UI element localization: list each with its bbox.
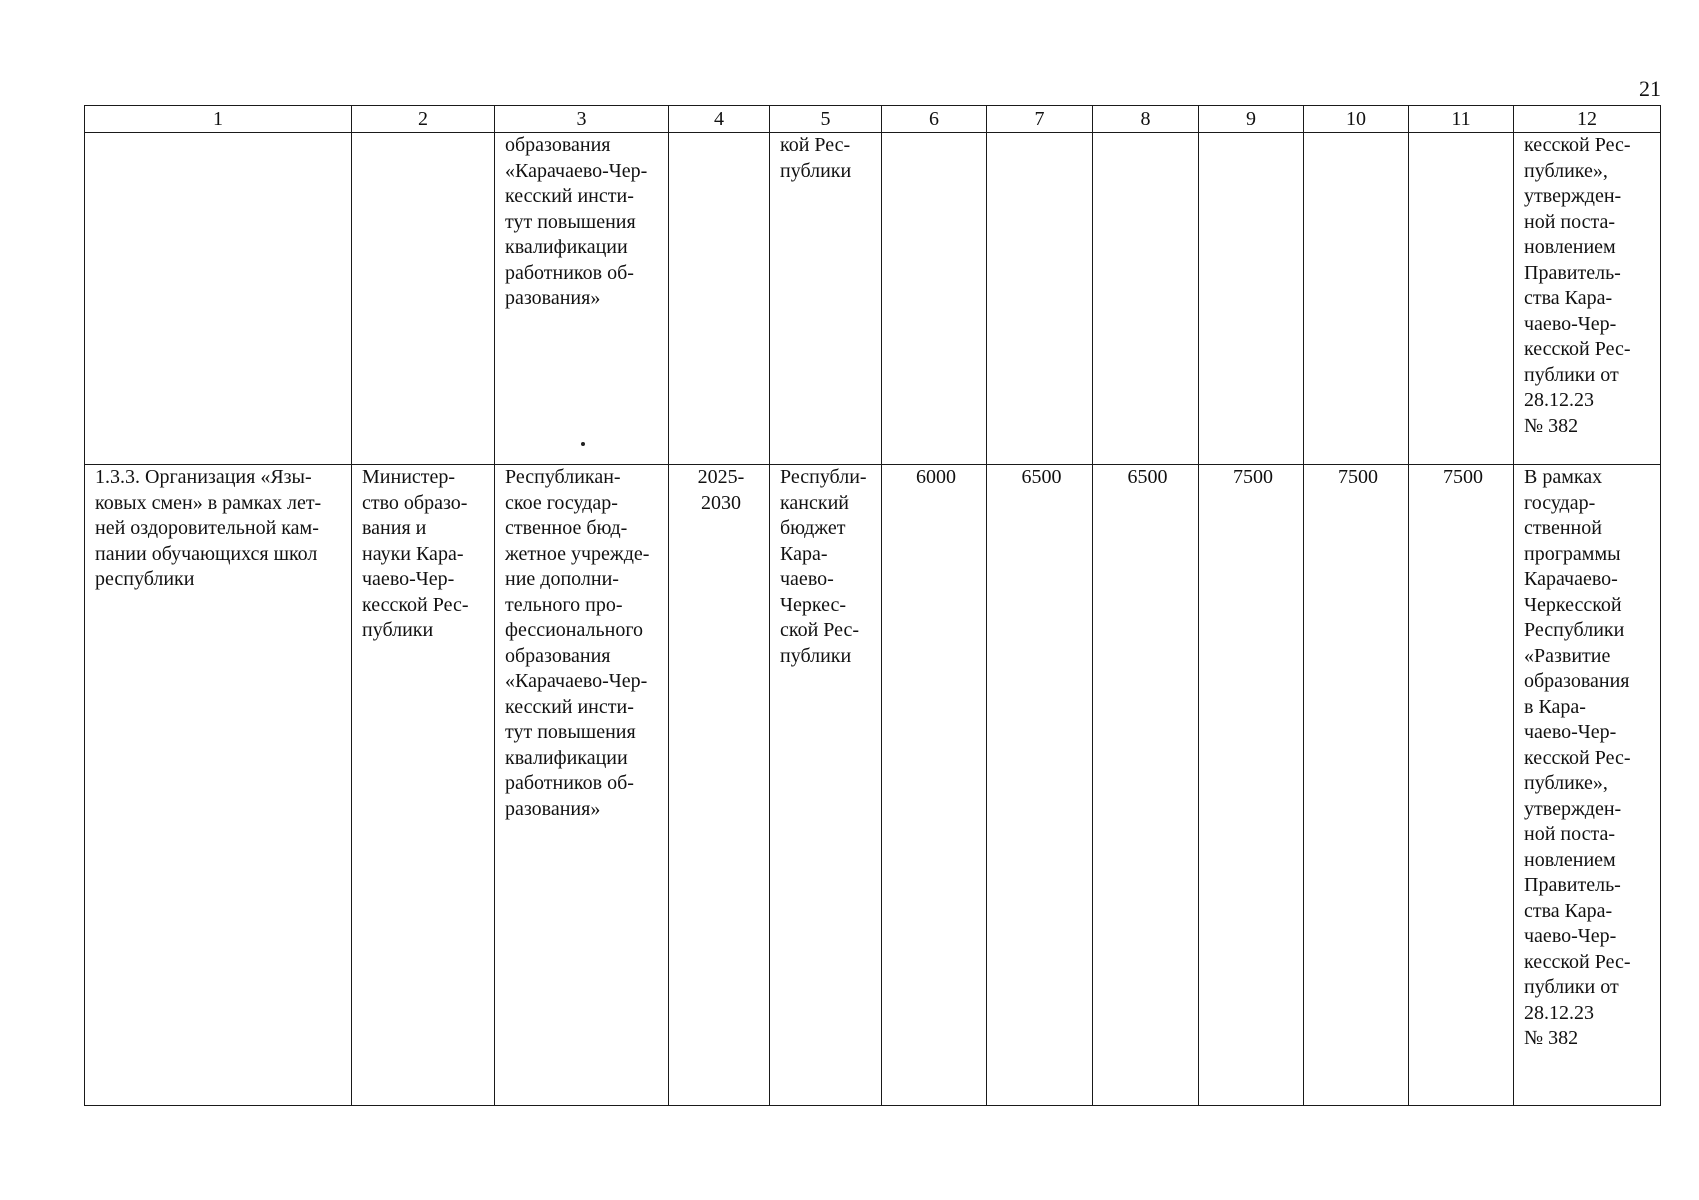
cell-note: кесской Рес- публике», утвержден- ной поста- новлением Правитель- ства Кара- чаево-Чер- кесской Рес- публики от 28.12.23 № 382 bbox=[1514, 133, 1661, 465]
cell-event-name: 1.3.3. Организация «Язы- ковых смен» в рамках лет- ней оздоровительной кам- пании обучающихся школ республики bbox=[85, 465, 352, 1106]
column-number-row bbox=[85, 106, 1661, 133]
table-row-continuation bbox=[85, 133, 1661, 465]
cell-value-col8: 6500 bbox=[1093, 465, 1199, 1106]
cell-executor: Республикан- ское государ- ственное бюд- жетное учрежде- ние дополни- тельного про- фессионального образования «Карачаево-Чер- кесский инсти- тут повышения квалификации работников об- разования» bbox=[495, 465, 669, 1106]
cell-value-col11 bbox=[1409, 133, 1514, 465]
cell-value-col10: 7500 bbox=[1304, 465, 1409, 1106]
column-header: 12 bbox=[1514, 106, 1661, 133]
cell-responsible bbox=[352, 133, 495, 465]
cell-value-col9 bbox=[1199, 133, 1304, 465]
cell-value-col7: 6500 bbox=[987, 465, 1093, 1106]
page-number: 21 bbox=[1639, 76, 1661, 101]
table-row bbox=[85, 465, 1661, 1106]
cell-value-col8 bbox=[1093, 133, 1199, 465]
cell-value-col10 bbox=[1304, 133, 1409, 465]
cell-responsible: Министер- ство образо- вания и науки Кара- чаево-Чер- кесской Рес- публики bbox=[352, 465, 495, 1106]
column-header: 9 bbox=[1199, 106, 1304, 133]
column-header: 11 bbox=[1409, 106, 1514, 133]
column-header: 7 bbox=[987, 106, 1093, 133]
cell-executor: образования «Карачаево-Чер- кесский инсти- тут повышения квалификации работников об- разования» bbox=[495, 133, 669, 465]
column-header: 4 bbox=[669, 106, 770, 133]
column-header: 8 bbox=[1093, 106, 1199, 133]
cell-value-col6: 6000 bbox=[882, 465, 987, 1106]
column-header: 2 bbox=[352, 106, 495, 133]
program-table bbox=[84, 105, 1661, 1106]
cell-value-col9: 7500 bbox=[1199, 465, 1304, 1106]
scan-speck bbox=[581, 442, 585, 446]
column-header: 10 bbox=[1304, 106, 1409, 133]
cell-value-col7 bbox=[987, 133, 1093, 465]
cell-period: 2025-2030 bbox=[669, 465, 770, 1106]
cell-value-col6 bbox=[882, 133, 987, 465]
cell-event-name bbox=[85, 133, 352, 465]
cell-period bbox=[669, 133, 770, 465]
column-header: 1 bbox=[85, 106, 352, 133]
column-header: 5 bbox=[770, 106, 882, 133]
cell-funding-source: кой Рес- публики bbox=[770, 133, 882, 465]
cell-note: В рамках государ- ственной программы Карачаево- Черкесской Республики «Развитие образования в Кара- чаево-Чер- кесской Рес- публике», утвержден- ной поста- новлением Правитель- ства Кара- чаево-Чер- кесской Рес- публики от 28.12.23 № 382 bbox=[1514, 465, 1661, 1106]
cell-funding-source: Республи- канский бюджет Кара- чаево- Черкес- ской Рес- публики bbox=[770, 465, 882, 1106]
column-header: 3 bbox=[495, 106, 669, 133]
column-header: 6 bbox=[882, 106, 987, 133]
cell-value-col11: 7500 bbox=[1409, 465, 1514, 1106]
